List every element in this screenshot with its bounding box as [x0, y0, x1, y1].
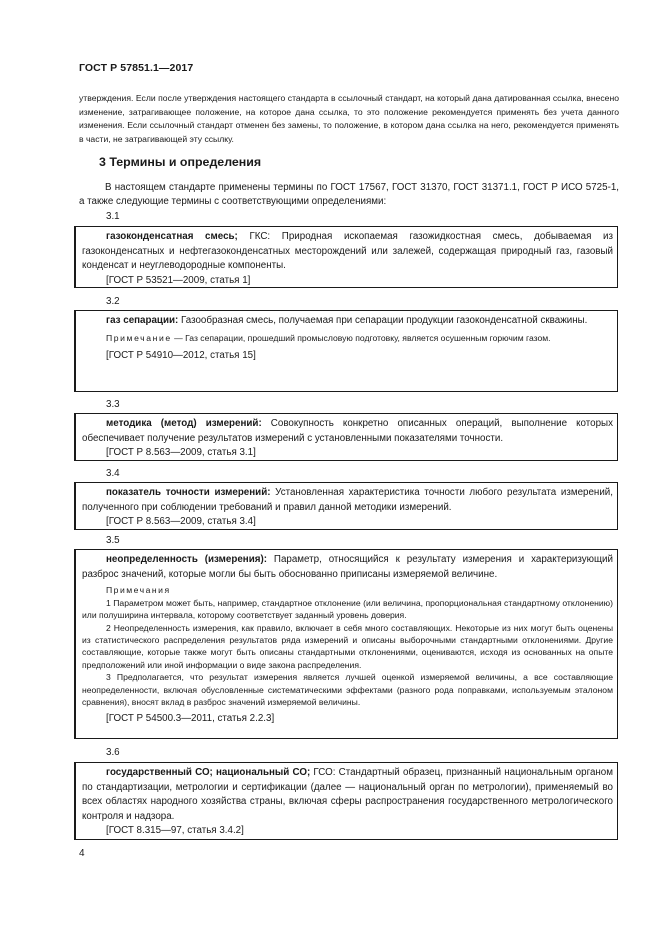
definition-text: ГКС: Природная ископаемая газожидкостная смесь, добываемая из газоконденсатных и нефтегазоконденсатных месторождений или залежей, содержащая природный газ, газовый конденсат и неуглеводородные компоненты.: [82, 231, 614, 271]
term-entry: [74, 310, 618, 392]
term-number: 3.4: [106, 468, 120, 479]
definition-text: Установленная характеристика точности любого результата измерений, полученного при соблюдении требований и правил данной методики измерений.: [82, 487, 613, 513]
term-source: [ГОСТ 8.315—97, статья 3.4.2]: [106, 825, 244, 836]
term-source: [ГОСТ Р 8.563—2009, статья 3.4]: [106, 516, 256, 527]
term-number: 3.2: [106, 296, 120, 307]
term-name: газоконденсатная смесь;: [106, 231, 238, 242]
term-entry: [74, 549, 618, 739]
term-definition: [82, 230, 613, 274]
term-name: методика (метод) измерений:: [106, 418, 262, 429]
document-code-header: ГОСТ Р 57851.1—2017: [79, 62, 194, 74]
term-name: показатель точности измерений:: [106, 487, 271, 498]
term-name: газ сепарации:: [106, 315, 179, 326]
definition-text: ГСО: Стандартный образец, признанный национальным органом по стандартизации, метрологии и сертификации (далее — национальный орган по метрологии), применяемый во всех областях народного хозяйства страны, включая сферы распространения государственного метрологического контроля и надзора.: [82, 767, 613, 822]
term-source: [ГОСТ Р 53521—2009, статья 1]: [106, 274, 251, 286]
note-item: 2 Неопределенность измерения, как правило, включает в себя много составляющих. Некоторые из них могут быть оценены из статистического распределения результатов ряда измерений и описаны выборочными стандартными отклонениями. Другие составляющие, которые также могут быть описаны стандартными отклонениями, оцениваются, исходя из основанных на опыте предположений или иной информации о виде закона распределения.: [82, 622, 613, 670]
term-number: 3.6: [106, 747, 120, 758]
term-number: 3.3: [106, 399, 120, 410]
definition-text: Газообразная смесь, получаемая при сепарации продукции газоконденсатной скважины.: [178, 315, 588, 326]
term-name: неопределенность (измерения):: [106, 554, 267, 565]
term-entry: [74, 413, 618, 461]
term-number: 3.1: [106, 211, 120, 222]
term-entry: [74, 762, 618, 840]
section-title: 3 Термины и определения: [99, 155, 262, 169]
intro-paragraph: утверждения. Если после утверждения настоящего стандарта в ссылочный стандарт, на который дана датированная ссылка, внесено изменение, затрагивающее положение, на которое дана ссылка, то это положение рекомендуется применять без учета данного изменения. Если ссылочный стандарт отменен без замены, то положение, в котором дана ссылка на него, рекомендуется применять в части, не затрагивающей эту ссылку.: [79, 93, 619, 144]
definition-text: Параметр, относящийся к результату измерения и характеризующий разброс значений, которые могли бы быть обоснованно приписаны измеряемой величине.: [82, 554, 614, 580]
term-definition: [82, 553, 613, 582]
term-number: 3.5: [106, 535, 120, 546]
note-item: 3 Предполагается, что результат измерения является лучшей оценкой измеряемой величины, а все составляющие неопределенности, включая обусловленные систематическими эффектами (разного рода поправками, используемым эталоном сравнения), вносят вклад в разброс значений измеряемой величины.: [82, 672, 613, 708]
term-definition: [82, 417, 613, 446]
term-source: [ГОСТ Р 54910—2012, статья 15]: [106, 349, 256, 361]
term-definition: [82, 314, 613, 329]
notes-heading: Примечания: [106, 585, 171, 595]
note-text: — Газ сепарации, прошедший промысловую подготовку, является осушенным горючим газом.: [171, 332, 551, 343]
term-note: [82, 332, 613, 345]
section-lead-paragraph: В настоящем стандарте применены термины по ГОСТ 17567, ГОСТ 31370, ГОСТ 31371.1, ГОСТ Р ИСО 5725-1, а также следующие термины с соответствующими определениями:: [79, 182, 619, 208]
term-entry: [74, 482, 618, 530]
term-definition: [82, 486, 613, 515]
term-entry: [74, 226, 618, 288]
note-item: 1 Параметром может быть, например, стандартное отклонение (или величина, пропорциональная стандартному отклонению) или полуширина интервала, которому соответствует заданный уровень доверия.: [82, 597, 613, 621]
term-name: государственный СО; национальный СО;: [106, 767, 311, 778]
term-source: [ГОСТ Р 8.563—2009, статья 3.1]: [106, 447, 256, 458]
note-label: Примечание: [106, 332, 172, 343]
term-definition: [82, 766, 613, 824]
definition-text: Совокупность конкретно описанных операций, выполнение которых обеспечивает получение результатов измерений с установленными показателями точности.: [82, 418, 613, 444]
term-source: [ГОСТ Р 54500.3—2011, статья 2.2.3]: [106, 713, 275, 725]
page-number: 4: [79, 848, 85, 859]
